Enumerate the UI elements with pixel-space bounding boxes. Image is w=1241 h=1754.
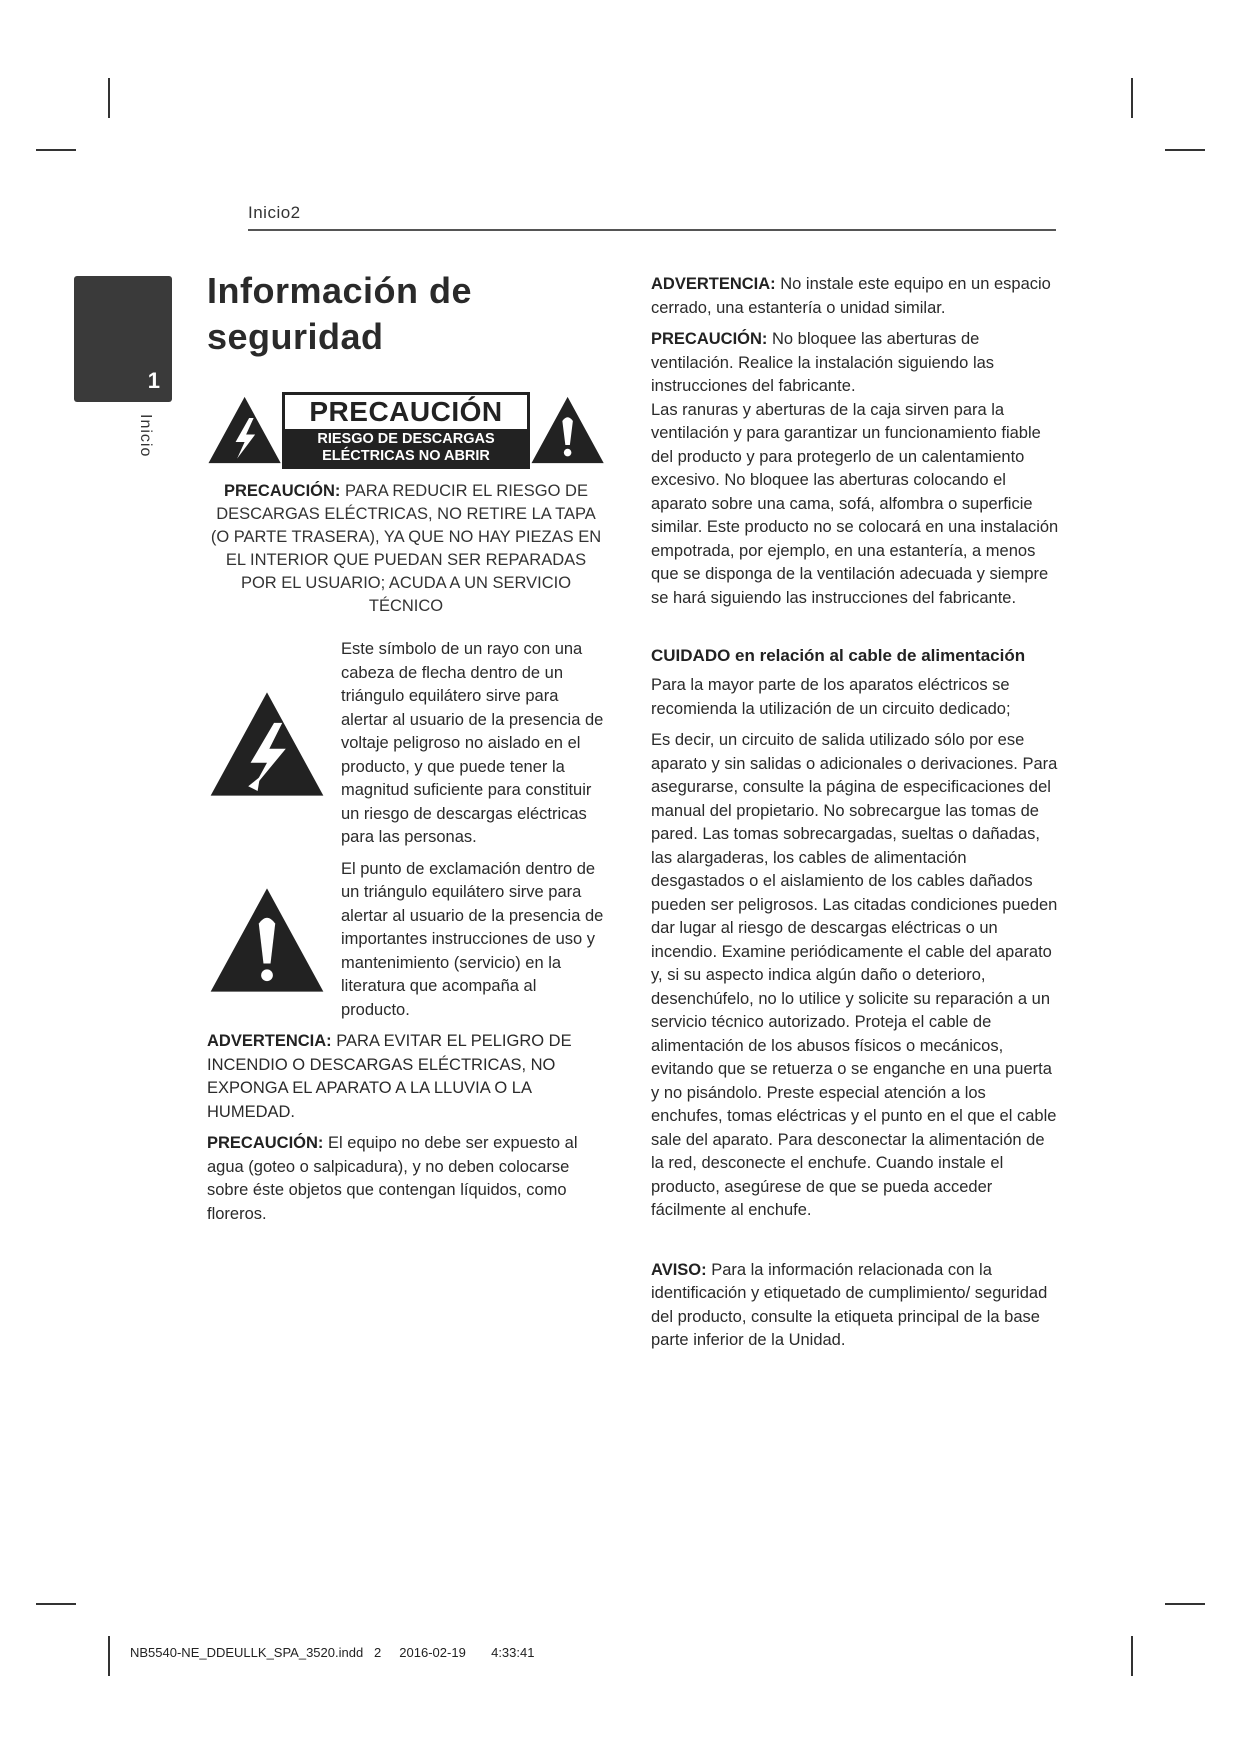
precaucion-label-subtitle (285, 429, 527, 466)
exclamation-warning-icon (530, 395, 605, 465)
chapter-tab (74, 276, 172, 402)
right-advertencia (651, 273, 1061, 320)
crop-mark-top-left-h (36, 149, 76, 151)
crop-mark-bottom-left-v (108, 1636, 110, 1676)
right-precaucion (651, 328, 1061, 399)
warning-label-block (207, 390, 605, 470)
page-title-line2: seguridad (207, 316, 384, 357)
right-column (651, 273, 1061, 1361)
right-advertencia-text: No instale este equipo en un espacio cerrado, una estantería o unidad similar. (651, 275, 1051, 317)
cable-section-paragraph1: Para la mayor parte de los aparatos eléctricos se recomienda la utilización de un circuito dedicado; (651, 676, 1011, 718)
left-advertencia-text: PARA EVITAR EL PELIGRO DE INCENDIO O DESCARGAS ELÉCTRICAS, NO EXPONGA EL APARATO A LA LLUVIA O LA HUMEDAD. (207, 1032, 572, 1121)
precaucion-label (282, 392, 530, 469)
crop-mark-bottom-right-v (1131, 1636, 1133, 1676)
crop-mark-bottom-right-h (1165, 1603, 1205, 1605)
exclamation-symbol-wrap (207, 886, 341, 994)
aviso-text: Para la información relacionada con la identificación y etiquetado de cumplimiento/ seguridad del producto, consulte la etiqueta principal de la base parte inferior de la Unidad. (651, 1260, 1048, 1349)
precaucion-label-title: PRECAUCIÓN (309, 395, 503, 427)
right-precaucion-label: PRECAUCIÓN: (651, 330, 768, 348)
lightning-symbol-row (207, 638, 605, 850)
left-precaucion-label: PRECAUCIÓN: (207, 1134, 324, 1152)
crop-mark-top-right-v (1131, 78, 1133, 118)
cable-section-paragraph2: Es decir, un circuito de salida utilizado sólo por ese aparato y sin salidas o adicionales o derivaciones. Para asegurarse, consulte la página de especificaciones del manual del propietario. No sobrecargue las tomas de pared. Las tomas sobrecargadas, sueltas o dañadas, las alargaderas, los cables de alimentación desgastados o el aislamiento de los cables dañados pueden ser peligrosos. Las citadas condiciones pueden dar lugar al riesgo de descargas eléctricas o un incendio. Examine periódicamente el cable del aparato y, si su aspecto indica algún daño o deterioro, desenchúfelo, no lo utilice y solicite su reparación a un servicio técnico autorizado. Proteja el cable de alimentación de los abusos físicos o mecánicos, evitando que se retuerza o se enganche en una puerta y no pisándolo. Preste especial atención a los enchufes, tomas eléctricas y el punto en el que el cable sale del aparato. Para desconectar la alimentación de la red, desconecte el enchufe. Cuando instale el producto, asegúrese de que se pueda acceder fácilmente al enchufe. (651, 731, 1058, 1219)
exclamation-triangle-icon (207, 886, 327, 994)
chapter-label: Inicio (137, 414, 154, 458)
print-footer: NB5540-NE_DDEULLK_SPA_3520.indd 2 2016-02-19 4:33:41 (130, 1645, 535, 1660)
aviso-label: AVISO: (651, 1260, 707, 1279)
label-subtitle-line2: ELÉCTRICAS NO ABRIR (322, 447, 490, 464)
lightning-triangle-icon (207, 690, 327, 798)
aviso-notice (651, 1259, 1061, 1353)
page-title (207, 268, 605, 360)
page-title-line1: Información de (207, 270, 473, 311)
exclamation-symbol-row (207, 858, 605, 1023)
chapter-number: 1 (147, 368, 160, 393)
left-advertencia-label: ADVERTENCIA: (207, 1032, 332, 1050)
exclamation-symbol-description: El punto de exclamación dentro de un triángulo equilátero sirve para alertar al usuario de la presencia de importantes instrucciones de uso y mantenimiento (servicio) en la literatura que acompaña al producto. (341, 859, 604, 1019)
left-advertencia (207, 1030, 605, 1124)
label-subtitle-line1: RIESGO DE DESCARGAS (317, 430, 495, 447)
header-text: Inicio2 (248, 203, 301, 222)
right-advertencia-label: ADVERTENCIA: (651, 275, 776, 293)
lightning-symbol-wrap (207, 690, 341, 798)
left-precaucion-text: El equipo no debe ser expuesto al agua (goteo o salpicadura), y no deben colocarse sobre éste objetos que contengan líquidos, como floreros. (207, 1134, 578, 1223)
page-header (248, 203, 1056, 231)
crop-mark-bottom-left-h (36, 1603, 76, 1605)
crop-mark-top-left-v (108, 78, 110, 118)
caution-notice-label: PRECAUCIÓN: (224, 482, 341, 500)
caution-notice-text: PARA REDUCIR EL RIESGO DE DESCARGAS ELÉCTRICAS, NO RETIRE LA TAPA (O PARTE TRASERA), YA QUE NO HAY PIEZAS EN EL INTERIOR QUE PUEDAN SER REPARADAS POR EL USUARIO; ACUDA A UN SERVICIO TÉCNICO (210, 482, 602, 615)
cable-section-heading: CUIDADO en relación al cable de alimentación (651, 646, 1026, 665)
lightning-warning-icon (207, 395, 282, 465)
right-precaucion-text: No bloquee las aberturas de ventilación. Realice la instalación siguiendo las instrucciones del fabricante. (651, 330, 995, 395)
header-rule (248, 229, 1056, 231)
left-precaucion (207, 1132, 605, 1226)
caution-notice (207, 480, 605, 618)
right-precaucion-details: Las ranuras y aberturas de la caja sirven para la ventilación y para garantizar un funcionamiento fiable del producto y para protegerlo de un calentamiento excesivo. No bloquee las aberturas colocando el aparato sobre una cama, sofá, alfombra o superficie similar. Este producto no se colocará en una instalación empotrada, por ejemplo, en una estantería, a menos que se disponga de la ventilación adecuada y siempre se hará siguiendo las instrucciones del fabricante. (651, 400, 1059, 607)
lightning-symbol-description: Este símbolo de un rayo con una cabeza de flecha dentro de un triángulo equilátero sirve para alertar al usuario de la presencia de voltaje peligroso no aislado en el producto, y que puede tener la magnitud suficiente para constituir un riesgo de descargas eléctricas para las personas. (341, 640, 604, 846)
crop-mark-top-right-h (1165, 149, 1205, 151)
left-column (207, 268, 605, 1234)
